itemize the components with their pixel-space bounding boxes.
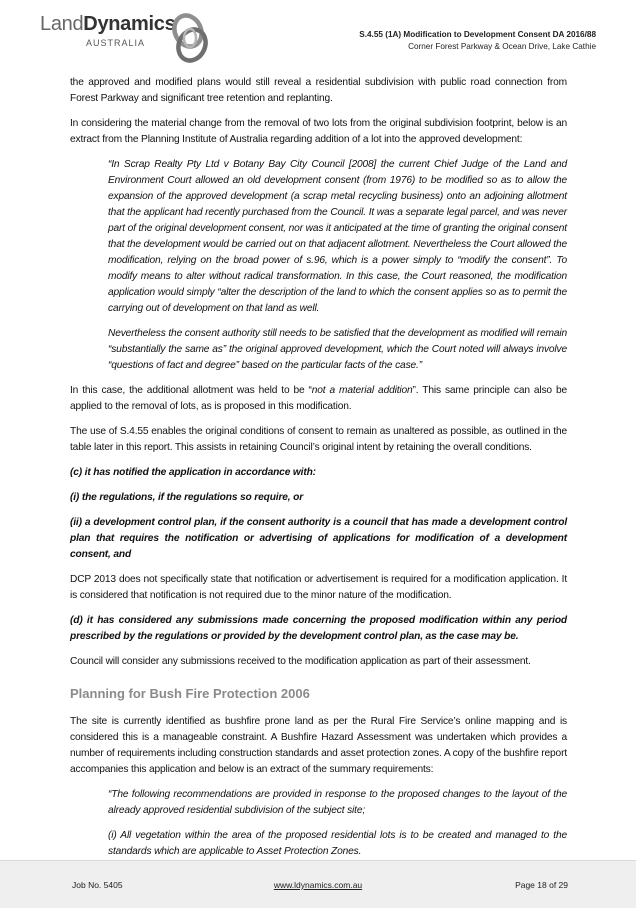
header-document-title: S.4.55 (1A) Modification to Development Consent DA 2016/88 <box>359 30 596 39</box>
emphasis-not-material-addition: not a material addition <box>311 385 413 396</box>
page-footer <box>0 860 636 908</box>
paragraph-submissions: Council will consider any submissions received to the modification application as part of their assessment. <box>70 656 531 667</box>
company-logo-subtitle: AUSTRALIA <box>86 38 146 48</box>
paragraph-s455-use: The use of S.4.55 enables the original conditions of consent to remain as unaltered as possible, as outlined in the table later in this report. This assists in retaining Council’s original intent by retaining the overall conditions. <box>70 426 567 453</box>
section-title-bushfire: Planning for Bush Fire Protection 2006 <box>70 686 310 701</box>
company-logo-text: LandDynamics <box>40 13 176 35</box>
criterion-ii: (ii) a development control plan, if the consent authority is a council that has made a development control plan that requires the notification or advertising of applications for modification of a development consent, and <box>70 517 567 560</box>
paragraph-plans-continuation: the approved and modified plans would still reveal a residential subdivision with public road connection from Forest Parkway and significant tree retention and replanting. <box>70 77 567 104</box>
quote-substantially-same: Nevertheless the consent authority still needs to be satisfied that the development as modified will remain “substantially the same as” the original approved development, which the Court noted will always involve “questions of fact and degree” based on the particular facts of the case.” <box>108 328 567 371</box>
paragraph-dcp-notification: DCP 2013 does not specifically state that notification or advertisement is required for a modification application. It is considered that notification is not required due to the minor nature of the modification. <box>70 574 567 601</box>
footer-job-number: Job No. 5405 <box>72 880 123 890</box>
paragraph-bushfire-site: The site is currently identified as bushfire prone land as per the Rural Fire Service’s online mapping and is considered this is a manageable constraint. A Bushfire Hazard Assessment was undertaken which provides a number of requirements including construction standards and asset protection zones. A copy of the bushfire report accompanies this application and below is an extract of the summary requirements: <box>70 716 567 775</box>
quote-vegetation-apz: (i) All vegetation within the area of the proposed residential lots is to be created and managed to the standards which are applicable to Asset Protection Zones. <box>108 830 567 857</box>
paragraph-material-change: In considering the material change from the removal of two lots from the original subdivision footprint, below is an extract from the Planning Institute of Australia regarding addition of a lot into the approved development: <box>70 118 567 145</box>
criterion-d: (d) it has considered any submissions made concerning the proposed modification within any period prescribed by the regulations or provided by the development control plan, as the case may be. <box>70 615 567 642</box>
header-document-info <box>359 29 596 53</box>
land-dynamics-logo-icon <box>168 13 212 63</box>
footer-website-link[interactable]: www.ldynamics.com.au <box>273 880 363 890</box>
document-body <box>70 75 567 869</box>
header-site-address: Corner Forest Parkway & Ocean Drive, Lake Cathie <box>408 42 596 51</box>
page-header <box>0 0 636 72</box>
footer-page-number: Page 18 of 29 <box>515 880 568 890</box>
paragraph-additional-allotment: In this case, the additional allotment was held to be “not a material addition”. This same principle can also be applied to the removal of lots, as is proposed in this modification. <box>70 385 567 412</box>
quote-scrap-realty: “In Scrap Realty Pty Ltd v Botany Bay City Council [2008] the current Chief Judge of the Land and Environment Court allowed an old development consent (from 1976) to be modified so as to allow the expansion of the approved development (a scrap metal recycling business) onto an adjoining allotment that the applicant had recently purchased from the Council. It was a separate legal parcel, and was never part of the original development consent, nor was it anticipated at the time of granting the original consent that the development would be carried out on that adjacent allotment. Nevertheless the Court allowed the modification, relying on the broad power of s.96, which is a power simply to “modify the consent”. To modify means to alter without radical transformation. In this case, the Court reasoned, the modification application would simply “alter the description of the land to which the consent applies so as to permit the carrying out of development on that land as well. <box>108 159 567 314</box>
quote-recommendations: “The following recommendations are provided in response to the proposed changes to the layout of the already approved residential subdivision of the subject site; <box>108 789 567 816</box>
criterion-c: (c) it has notified the application in accordance with: <box>70 467 316 478</box>
criterion-i: (i) the regulations, if the regulations so require, or <box>70 492 304 503</box>
